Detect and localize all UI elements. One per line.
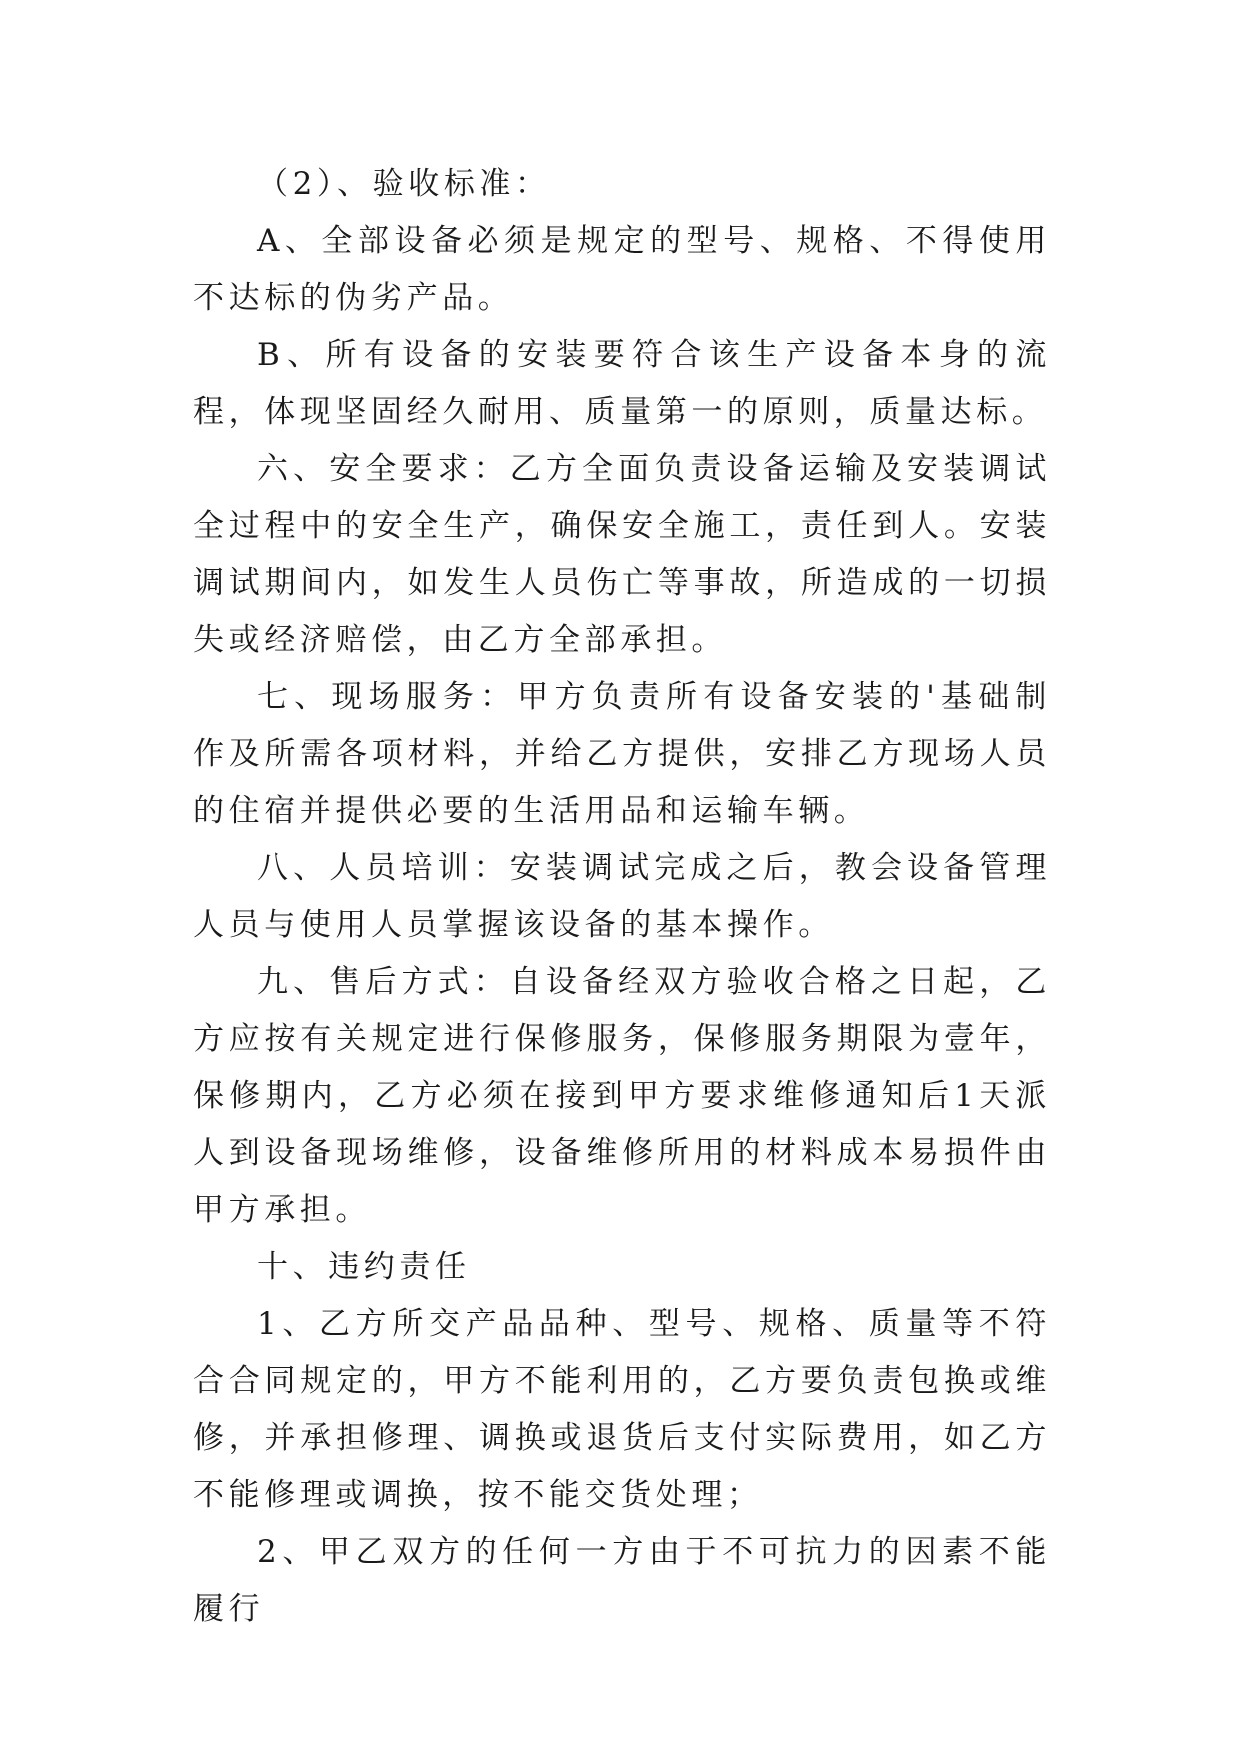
paragraph-breach-heading: 十、违约责任	[257, 1249, 471, 1285]
paragraph-breach-item-2: 2、甲乙双方的任何一方由于不可抗力的因素不能履行	[193, 1534, 1051, 1627]
paragraph-standard-a: A、全部设备必须是规定的型号、规格、不得使用不达标的伪劣产品。	[193, 223, 1051, 316]
paragraph-standard-b: B、所有设备的安装要符合该生产设备本身的流程，体现坚固经久耐用、质量第一的原则，质量达标。	[193, 337, 1051, 430]
paragraph-after-sales: 九、售后方式：自设备经双方验收合格之日起，乙方应按有关规定进行保修服务，保修服务期限为壹年，保修期内，乙方必须在接到甲方要求维修通知后1天派人到设备现场维修，设备维修所用的材料成本易损件由甲方承担。	[193, 964, 1051, 1228]
paragraph-safety-requirements: 六、安全要求：乙方全面负责设备运输及安装调试全过程中的安全生产，确保安全施工，责任到人。安装调试期间内，如发生人员伤亡等事故，所造成的一切损失或经济赔偿，由乙方全部承担。	[193, 451, 1051, 658]
paragraph-breach-item-1: 1、乙方所交产品品种、型号、规格、质量等不符合合同规定的，甲方不能利用的，乙方要负责包换或维修，并承担修理、调换或退货后支付实际费用，如乙方不能修理或调换，按不能交货处理；	[193, 1306, 1051, 1513]
document-body	[193, 156, 1051, 1638]
paragraph-staff-training: 八、人员培训：安装调试完成之后，教会设备管理人员与使用人员掌握该设备的基本操作。	[193, 850, 1051, 943]
paragraph-acceptance-standard: （2）、验收标准：	[257, 166, 551, 202]
paragraph-onsite-service: 七、现场服务：甲方负责所有设备安装的'基础制作及所需各项材料，并给乙方提供，安排乙方现场人员的住宿并提供必要的生活用品和运输车辆。	[193, 679, 1051, 829]
